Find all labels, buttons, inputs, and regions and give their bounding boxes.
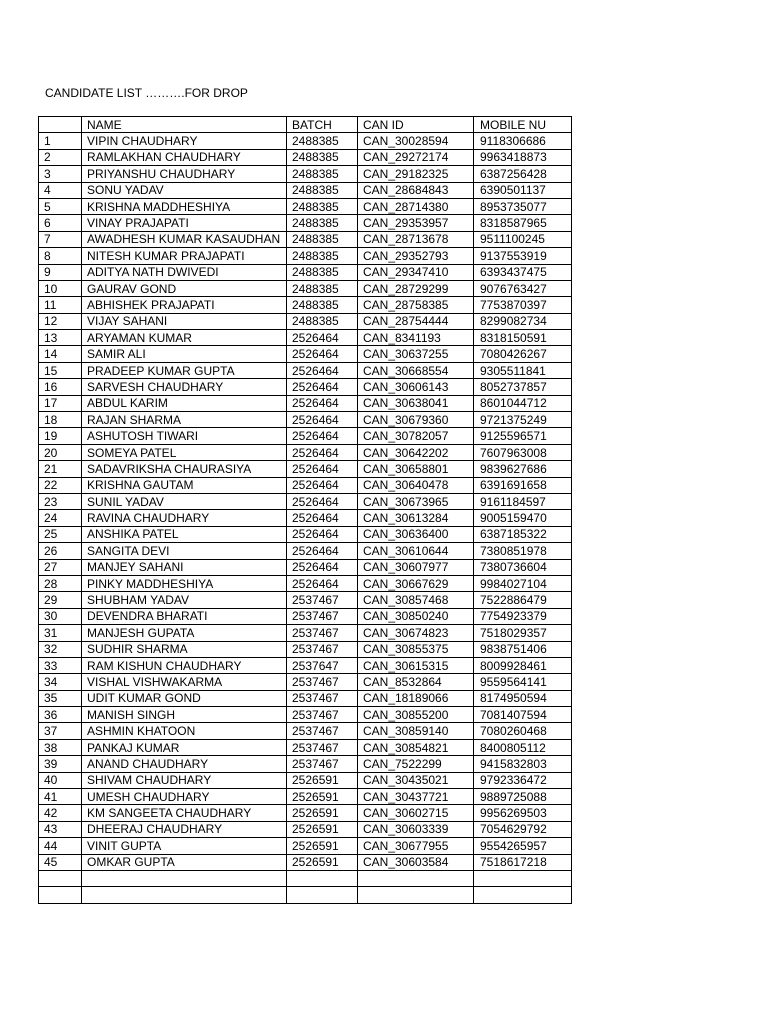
cell-mobile: 6390501137	[474, 182, 572, 198]
cell-sn: 24	[39, 510, 82, 526]
cell-can-id: CAN_30435021	[358, 772, 474, 788]
cell-sn: 34	[39, 674, 82, 690]
cell-can-id: CAN_30607977	[358, 559, 474, 575]
cell-batch: 2537467	[287, 723, 358, 739]
cell-can-id: CAN_28729299	[358, 280, 474, 296]
cell-batch: 2526591	[287, 854, 358, 870]
cell-batch: 2526464	[287, 379, 358, 395]
cell-mobile: 6387256428	[474, 166, 572, 182]
cell-mobile: 9161184597	[474, 493, 572, 509]
cell-mobile: 9415832803	[474, 756, 572, 772]
cell-mobile: 7522886479	[474, 592, 572, 608]
cell-can-id: CAN_30640478	[358, 477, 474, 493]
table-row	[39, 477, 572, 493]
cell-mobile: 7380851978	[474, 543, 572, 559]
cell-mobile: 6387185322	[474, 526, 572, 542]
cell-can-id: CAN_28754444	[358, 313, 474, 329]
cell-sn: 28	[39, 575, 82, 591]
cell-name: SARVESH CHAUDHARY	[82, 379, 287, 395]
cell-mobile: 9956269503	[474, 805, 572, 821]
cell-name: SOMEYA PATEL	[82, 444, 287, 460]
cell-name: VINIT GUPTA	[82, 838, 287, 854]
cell-batch: 2526464	[287, 362, 358, 378]
cell-batch: 2488385	[287, 182, 358, 198]
table-row	[39, 297, 572, 313]
cell-name: MANISH SINGH	[82, 707, 287, 723]
cell-sn: 9	[39, 264, 82, 280]
cell-can-id: CAN_30667629	[358, 575, 474, 591]
cell-mobile: 8174950594	[474, 690, 572, 706]
table-row	[39, 215, 572, 231]
cell-name: ASHUTOSH TIWARI	[82, 428, 287, 444]
table-row	[39, 264, 572, 280]
table-row	[39, 789, 572, 805]
cell-sn: 42	[39, 805, 82, 821]
cell-name: ANAND CHAUDHARY	[82, 756, 287, 772]
cell-can-id: CAN_18189066	[358, 690, 474, 706]
table-row	[39, 133, 572, 149]
cell-can-id: CAN_30028594	[358, 133, 474, 149]
cell-mobile: 9118306686	[474, 133, 572, 149]
table-row	[39, 231, 572, 247]
cell-can-id: CAN_30854821	[358, 739, 474, 755]
empty-cell	[358, 887, 474, 903]
table-row	[39, 346, 572, 362]
cell-can-id: CAN_30602715	[358, 805, 474, 821]
empty-cell	[82, 870, 287, 886]
cell-batch: 2526464	[287, 395, 358, 411]
cell-can-id: CAN_30668554	[358, 362, 474, 378]
cell-sn: 39	[39, 756, 82, 772]
cell-mobile: 9559564141	[474, 674, 572, 690]
cell-sn: 10	[39, 280, 82, 296]
cell-sn: 38	[39, 739, 82, 755]
cell-mobile: 9963418873	[474, 149, 572, 165]
cell-mobile: 9076763427	[474, 280, 572, 296]
cell-name: MANJEY SAHANI	[82, 559, 287, 575]
cell-name: UDIT KUMAR GOND	[82, 690, 287, 706]
cell-mobile: 7754923379	[474, 608, 572, 624]
cell-batch: 2537467	[287, 592, 358, 608]
cell-mobile: 8953735077	[474, 198, 572, 214]
cell-mobile: 6393437475	[474, 264, 572, 280]
cell-mobile: 9792336472	[474, 772, 572, 788]
cell-batch: 2537467	[287, 690, 358, 706]
cell-mobile: 9889725088	[474, 789, 572, 805]
cell-can-id: CAN_28713678	[358, 231, 474, 247]
cell-can-id: CAN_29347410	[358, 264, 474, 280]
cell-mobile: 8052737857	[474, 379, 572, 395]
cell-sn: 41	[39, 789, 82, 805]
cell-name: AWADHESH KUMAR KASAUDHAN	[82, 231, 287, 247]
cell-name: RAJAN SHARMA	[82, 412, 287, 428]
cell-mobile: 8400805112	[474, 739, 572, 755]
cell-mobile: 9137553919	[474, 248, 572, 264]
cell-can-id: CAN_30857468	[358, 592, 474, 608]
cell-batch: 2526591	[287, 772, 358, 788]
empty-cell	[358, 870, 474, 886]
cell-can-id: CAN_30603584	[358, 854, 474, 870]
cell-batch: 2537467	[287, 674, 358, 690]
cell-name: VISHAL VISHWAKARMA	[82, 674, 287, 690]
cell-batch: 2526591	[287, 821, 358, 837]
candidate-table-body	[39, 117, 572, 904]
cell-sn: 20	[39, 444, 82, 460]
empty-row	[39, 887, 572, 903]
cell-can-id: CAN_30782057	[358, 428, 474, 444]
cell-sn: 32	[39, 641, 82, 657]
cell-batch: 2526464	[287, 543, 358, 559]
cell-batch: 2526464	[287, 444, 358, 460]
cell-batch: 2537467	[287, 707, 358, 723]
cell-can-id: CAN_30610644	[358, 543, 474, 559]
cell-name: SHUBHAM YADAV	[82, 592, 287, 608]
table-row	[39, 428, 572, 444]
cell-can-id: CAN_30673965	[358, 493, 474, 509]
cell-batch: 2526464	[287, 559, 358, 575]
table-row	[39, 592, 572, 608]
table-row	[39, 444, 572, 460]
cell-name: KRISHNA MADDHESHIYA	[82, 198, 287, 214]
cell-name: RAMLAKHAN CHAUDHARY	[82, 149, 287, 165]
cell-sn: 45	[39, 854, 82, 870]
empty-cell	[287, 870, 358, 886]
cell-sn: 8	[39, 248, 82, 264]
cell-name: SUNIL YADAV	[82, 493, 287, 509]
cell-batch: 2488385	[287, 198, 358, 214]
cell-batch: 2488385	[287, 248, 358, 264]
cell-can-id: CAN_8341193	[358, 330, 474, 346]
cell-mobile: 7607963008	[474, 444, 572, 460]
cell-sn: 17	[39, 395, 82, 411]
table-row	[39, 690, 572, 706]
cell-sn: 36	[39, 707, 82, 723]
cell-can-id: CAN_30855200	[358, 707, 474, 723]
cell-sn: 29	[39, 592, 82, 608]
cell-sn: 30	[39, 608, 82, 624]
cell-name: PINKY MADDHESHIYA	[82, 575, 287, 591]
cell-mobile: 8601044712	[474, 395, 572, 411]
table-row	[39, 838, 572, 854]
cell-mobile: 8009928461	[474, 657, 572, 673]
cell-mobile: 8318587965	[474, 215, 572, 231]
table-row	[39, 608, 572, 624]
cell-mobile: 7518029357	[474, 625, 572, 641]
cell-batch: 2526591	[287, 805, 358, 821]
cell-name: SADAVRIKSHA CHAURASIYA	[82, 461, 287, 477]
table-row	[39, 657, 572, 673]
cell-can-id: CAN_28714380	[358, 198, 474, 214]
cell-mobile: 9005159470	[474, 510, 572, 526]
cell-name: SUDHIR SHARMA	[82, 641, 287, 657]
cell-mobile: 8299082734	[474, 313, 572, 329]
table-row	[39, 526, 572, 542]
cell-mobile: 7753870397	[474, 297, 572, 313]
table-row	[39, 821, 572, 837]
empty-row	[39, 870, 572, 886]
cell-batch: 2488385	[287, 215, 358, 231]
cell-batch: 2488385	[287, 280, 358, 296]
cell-name: RAM KISHUN CHAUDHARY	[82, 657, 287, 673]
cell-name: KM SANGEETA CHAUDHARY	[82, 805, 287, 821]
cell-sn: 4	[39, 182, 82, 198]
cell-batch: 2526464	[287, 575, 358, 591]
cell-can-id: CAN_30674823	[358, 625, 474, 641]
cell-can-id: CAN_30855375	[358, 641, 474, 657]
cell-mobile: 7518617218	[474, 854, 572, 870]
cell-mobile: 7380736604	[474, 559, 572, 575]
cell-sn: 27	[39, 559, 82, 575]
table-row	[39, 739, 572, 755]
table-row	[39, 625, 572, 641]
header-sn	[39, 117, 82, 133]
cell-mobile: 9305511841	[474, 362, 572, 378]
cell-sn: 16	[39, 379, 82, 395]
cell-mobile: 9125596571	[474, 428, 572, 444]
cell-can-id: CAN_30637255	[358, 346, 474, 362]
table-row	[39, 805, 572, 821]
table-row	[39, 674, 572, 690]
cell-can-id: CAN_30859140	[358, 723, 474, 739]
cell-name: SONU YADAV	[82, 182, 287, 198]
cell-sn: 21	[39, 461, 82, 477]
empty-cell	[39, 870, 82, 886]
cell-batch: 2488385	[287, 297, 358, 313]
cell-batch: 2488385	[287, 149, 358, 165]
cell-batch: 2526591	[287, 838, 358, 854]
cell-batch: 2526464	[287, 412, 358, 428]
empty-cell	[82, 887, 287, 903]
table-row	[39, 756, 572, 772]
table-row	[39, 707, 572, 723]
table-row	[39, 330, 572, 346]
table-row	[39, 412, 572, 428]
cell-mobile: 7080260468	[474, 723, 572, 739]
cell-mobile: 6391691658	[474, 477, 572, 493]
document-title: CANDIDATE LIST ……….FOR DROP	[45, 86, 248, 100]
cell-can-id: CAN_30613284	[358, 510, 474, 526]
cell-batch: 2526464	[287, 510, 358, 526]
cell-sn: 43	[39, 821, 82, 837]
cell-can-id: CAN_8532864	[358, 674, 474, 690]
cell-can-id: CAN_29182325	[358, 166, 474, 182]
cell-sn: 11	[39, 297, 82, 313]
empty-cell	[39, 887, 82, 903]
cell-batch: 2488385	[287, 264, 358, 280]
cell-mobile: 8318150591	[474, 330, 572, 346]
cell-can-id: CAN_30636400	[358, 526, 474, 542]
cell-sn: 37	[39, 723, 82, 739]
cell-batch: 2488385	[287, 231, 358, 247]
table-row	[39, 641, 572, 657]
cell-batch: 2526591	[287, 789, 358, 805]
table-row	[39, 854, 572, 870]
cell-sn: 26	[39, 543, 82, 559]
cell-can-id: CAN_30606143	[358, 379, 474, 395]
cell-sn: 25	[39, 526, 82, 542]
cell-sn: 44	[39, 838, 82, 854]
cell-sn: 7	[39, 231, 82, 247]
table-row	[39, 149, 572, 165]
cell-batch: 2526464	[287, 346, 358, 362]
cell-mobile: 9838751406	[474, 641, 572, 657]
table-row	[39, 575, 572, 591]
cell-can-id: CAN_28684843	[358, 182, 474, 198]
cell-sn: 31	[39, 625, 82, 641]
cell-batch: 2488385	[287, 313, 358, 329]
cell-batch: 2537467	[287, 739, 358, 755]
cell-batch: 2526464	[287, 330, 358, 346]
cell-sn: 33	[39, 657, 82, 673]
cell-sn: 35	[39, 690, 82, 706]
header-row	[39, 117, 572, 133]
cell-name: VINAY PRAJAPATI	[82, 215, 287, 231]
table-row	[39, 723, 572, 739]
cell-sn: 3	[39, 166, 82, 182]
candidate-table	[38, 116, 572, 904]
cell-sn: 19	[39, 428, 82, 444]
cell-name: ARYAMAN KUMAR	[82, 330, 287, 346]
cell-can-id: CAN_30603339	[358, 821, 474, 837]
cell-name: ASHMIN KHATOON	[82, 723, 287, 739]
cell-batch: 2526464	[287, 428, 358, 444]
cell-can-id: CAN_30638041	[358, 395, 474, 411]
table-row	[39, 166, 572, 182]
cell-batch: 2537467	[287, 608, 358, 624]
cell-mobile: 9721375249	[474, 412, 572, 428]
cell-mobile: 9839627686	[474, 461, 572, 477]
cell-can-id: CAN_29352793	[358, 248, 474, 264]
table-row	[39, 395, 572, 411]
cell-name: SANGITA DEVI	[82, 543, 287, 559]
cell-name: KRISHNA GAUTAM	[82, 477, 287, 493]
table-row	[39, 379, 572, 395]
cell-batch: 2537467	[287, 641, 358, 657]
table-row	[39, 559, 572, 575]
table-row	[39, 313, 572, 329]
cell-batch: 2537467	[287, 625, 358, 641]
table-row	[39, 280, 572, 296]
cell-can-id: CAN_29272174	[358, 149, 474, 165]
table-row	[39, 182, 572, 198]
cell-mobile: 7080426267	[474, 346, 572, 362]
cell-can-id: CAN_30658801	[358, 461, 474, 477]
cell-can-id: CAN_30679360	[358, 412, 474, 428]
cell-can-id: CAN_30677955	[358, 838, 474, 854]
cell-sn: 22	[39, 477, 82, 493]
cell-name: NITESH KUMAR PRAJAPATI	[82, 248, 287, 264]
cell-name: SAMIR ALI	[82, 346, 287, 362]
table-row	[39, 510, 572, 526]
table-row	[39, 461, 572, 477]
cell-batch: 2488385	[287, 133, 358, 149]
cell-sn: 23	[39, 493, 82, 509]
cell-can-id: CAN_28758385	[358, 297, 474, 313]
table-row	[39, 198, 572, 214]
cell-name: PANKAJ KUMAR	[82, 739, 287, 755]
header-batch: BATCH	[287, 117, 358, 133]
cell-name: ANSHIKA PATEL	[82, 526, 287, 542]
cell-name: MANJESH GUPATA	[82, 625, 287, 641]
cell-sn: 12	[39, 313, 82, 329]
header-mobile: MOBILE NU	[474, 117, 572, 133]
cell-batch: 2526464	[287, 477, 358, 493]
cell-mobile: 7054629792	[474, 821, 572, 837]
cell-mobile: 9511100245	[474, 231, 572, 247]
cell-mobile: 9984027104	[474, 575, 572, 591]
cell-can-id: CAN_7522299	[358, 756, 474, 772]
empty-cell	[474, 870, 572, 886]
table-row	[39, 772, 572, 788]
cell-sn: 15	[39, 362, 82, 378]
table-row	[39, 362, 572, 378]
header-name: NAME	[82, 117, 287, 133]
empty-cell	[287, 887, 358, 903]
cell-name: UMESH CHAUDHARY	[82, 789, 287, 805]
cell-name: PRADEEP KUMAR GUPTA	[82, 362, 287, 378]
cell-can-id: CAN_30850240	[358, 608, 474, 624]
cell-sn: 40	[39, 772, 82, 788]
cell-name: GAURAV GOND	[82, 280, 287, 296]
table-row	[39, 543, 572, 559]
cell-can-id: CAN_29353957	[358, 215, 474, 231]
cell-sn: 6	[39, 215, 82, 231]
cell-name: RAVINA CHAUDHARY	[82, 510, 287, 526]
empty-cell	[474, 887, 572, 903]
cell-batch: 2526464	[287, 461, 358, 477]
cell-mobile: 9554265957	[474, 838, 572, 854]
cell-name: SHIVAM CHAUDHARY	[82, 772, 287, 788]
cell-batch: 2537467	[287, 756, 358, 772]
cell-sn: 1	[39, 133, 82, 149]
table-row	[39, 493, 572, 509]
cell-can-id: CAN_30615315	[358, 657, 474, 673]
cell-sn: 2	[39, 149, 82, 165]
cell-batch: 2537647	[287, 657, 358, 673]
cell-can-id: CAN_30437721	[358, 789, 474, 805]
cell-name: PRIYANSHU CHAUDHARY	[82, 166, 287, 182]
cell-name: VIPIN CHAUDHARY	[82, 133, 287, 149]
cell-batch: 2526464	[287, 526, 358, 542]
cell-name: VIJAY SAHANI	[82, 313, 287, 329]
cell-name: OMKAR GUPTA	[82, 854, 287, 870]
cell-name: DEVENDRA BHARATI	[82, 608, 287, 624]
cell-sn: 18	[39, 412, 82, 428]
cell-name: ABDUL KARIM	[82, 395, 287, 411]
cell-can-id: CAN_30642202	[358, 444, 474, 460]
table-row	[39, 248, 572, 264]
cell-name: DHEERAJ CHAUDHARY	[82, 821, 287, 837]
cell-name: ABHISHEK PRAJAPATI	[82, 297, 287, 313]
header-can-id: CAN ID	[358, 117, 474, 133]
cell-sn: 13	[39, 330, 82, 346]
cell-sn: 14	[39, 346, 82, 362]
cell-mobile: 7081407594	[474, 707, 572, 723]
cell-batch: 2526464	[287, 493, 358, 509]
cell-sn: 5	[39, 198, 82, 214]
cell-batch: 2488385	[287, 166, 358, 182]
cell-name: ADITYA NATH DWIVEDI	[82, 264, 287, 280]
